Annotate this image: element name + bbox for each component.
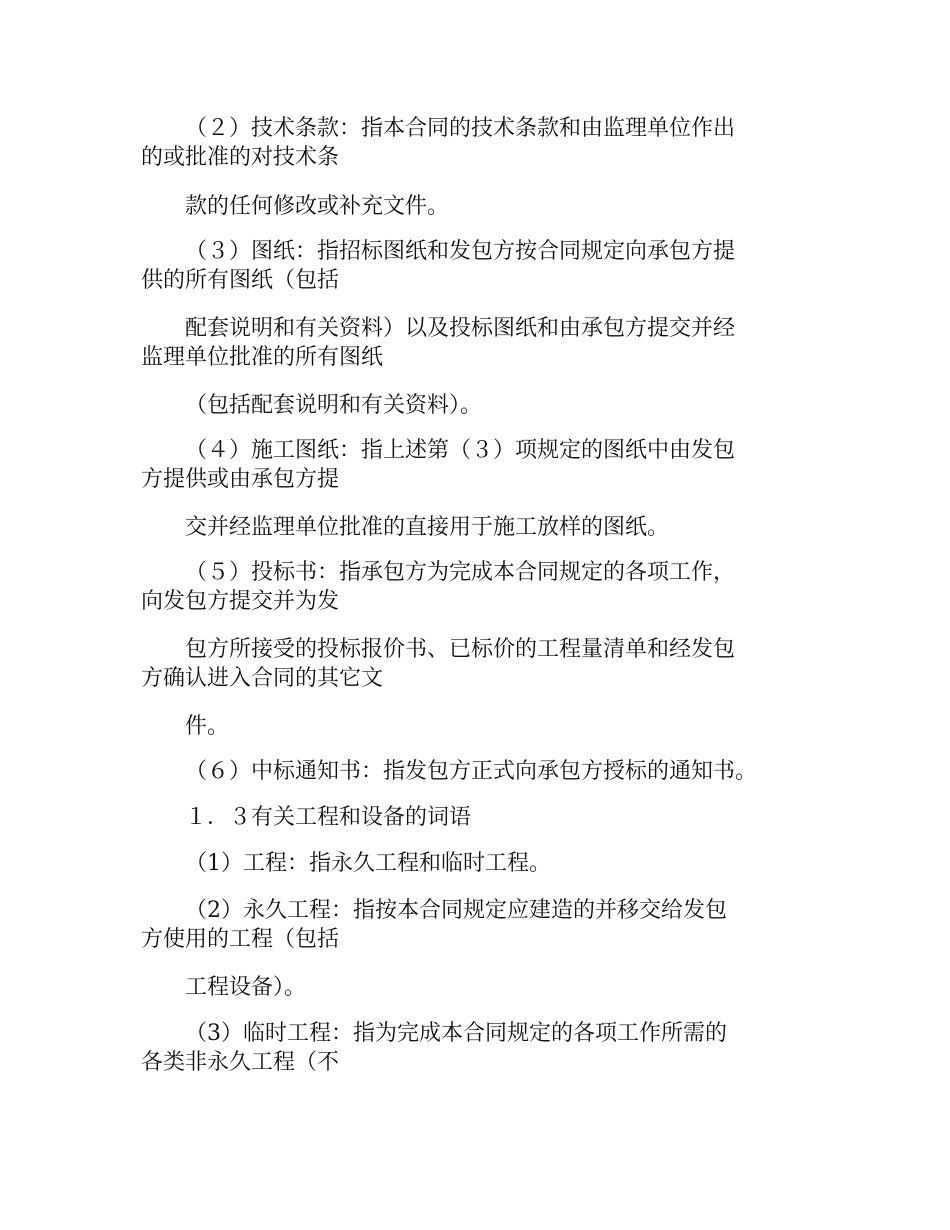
paragraph-4-line-1: 配套说明和有关资料）以及投标图纸和由承包方提交并经 <box>185 316 736 341</box>
paragraph-9-line-2: 方确认进入合同的其它文 <box>141 666 384 691</box>
paragraph-4-line-2: 监理单位批准的所有图纸 <box>141 345 384 370</box>
section-heading: １．３有关工程和设备的词语 <box>185 805 472 830</box>
paragraph-3-line-2: 供的所有图纸（包括 <box>141 268 340 293</box>
paragraph-10-line-1: 件。 <box>185 714 230 739</box>
paragraph-14-line-2: 方使用的工程（包括 <box>141 927 340 952</box>
paragraph-16-line-2: 各类非永久工程（不 <box>141 1050 340 1075</box>
paragraph-8-line-1: （５）投标书：指承包方为完成本合同规定的各项工作， <box>185 560 736 585</box>
paragraph-7-line-1: 交并经监理单位批准的直接用于施工放样的图纸。 <box>185 515 670 540</box>
paragraph-5-line-1: （包括配套说明和有关资料）。 <box>185 393 483 418</box>
paragraph-3-line-1: （３）图纸：指招标图纸和发包方按合同规定向承包方提 <box>185 239 736 264</box>
paragraph-1-line-2: 的或批准的对技术条 <box>141 145 340 170</box>
paragraph-14-line-1: （2）永久工程：指按本合同规定应建造的并移交给发包 <box>185 898 727 923</box>
paragraph-9-line-1: 包方所接受的投标报价书、已标价的工程量清单和经发包 <box>185 637 736 662</box>
paragraph-2-line-1: 款的任何修改或补充文件。 <box>185 194 450 219</box>
paragraph-6-line-1: （４）施工图纸：指上述第（３）项规定的图纸中由发包 <box>185 438 736 463</box>
paragraph-8-line-2: 向发包方提交并为发 <box>141 589 340 614</box>
paragraph-13-line-1: （1）工程：指永久工程和临时工程。 <box>185 851 551 876</box>
paragraph-1-line-1: （２）技术条款：指本合同的技术条款和由监理单位作出 <box>185 116 736 141</box>
paragraph-11-line-1: （６）中标通知书：指发包方正式向承包方授标的通知书。 <box>185 759 758 784</box>
paragraph-6-line-2: 方提供或由承包方提 <box>141 467 340 492</box>
paragraph-15-line-1: 工程设备）。 <box>185 975 307 1000</box>
paragraph-16-line-1: （3）临时工程：指为完成本合同规定的各项工作所需的 <box>185 1021 727 1046</box>
